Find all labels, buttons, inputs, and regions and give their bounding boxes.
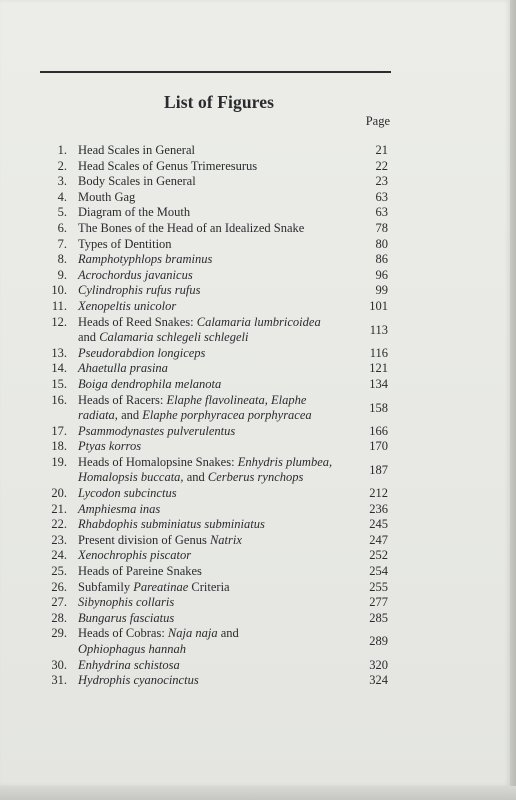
figure-number: 14. <box>51 361 67 376</box>
italic-text: Elaphe porphyracea porphyracea <box>142 408 312 423</box>
italic-text: Hydrophis cyanocinctus <box>78 673 199 688</box>
figure-title <box>78 361 168 377</box>
figure-number: 13. <box>51 345 67 360</box>
figure-entry <box>40 392 390 415</box>
figure-entry <box>40 159 390 175</box>
figure-title <box>78 533 242 549</box>
page-number: 99 <box>375 283 388 298</box>
figure-number: 27. <box>51 595 67 610</box>
figure-title <box>78 159 257 175</box>
page-edge-shadow <box>510 0 516 800</box>
italic-text: Ophiophagus hannah <box>78 642 186 656</box>
page-number: 116 <box>369 345 388 360</box>
figure-number: 24. <box>51 548 67 563</box>
text-run: Heads of Homalopsine Snakes: <box>78 454 238 469</box>
figure-number: 16. <box>51 392 67 407</box>
figure-title <box>78 548 191 564</box>
page-number: 80 <box>375 236 388 251</box>
italic-text: Calamaria lumbricoidea <box>196 314 321 329</box>
page-column-label: Page <box>365 114 390 128</box>
page-number: 285 <box>369 610 388 625</box>
page-number: 63 <box>375 205 388 220</box>
page-number: 289 <box>369 634 388 649</box>
page-number: 187 <box>369 462 388 477</box>
page-number: 255 <box>369 579 388 594</box>
italic-text: Cylindrophis rufus rufus <box>78 283 201 298</box>
figure-number: 15. <box>51 376 67 391</box>
figure-number: 1. <box>57 143 67 157</box>
italic-text: radiata, <box>78 408 118 423</box>
page-number: 96 <box>375 267 388 282</box>
text-run: Head Scales of Genus Trimeresurus <box>78 158 258 173</box>
italic-text: Xenochrophis piscator <box>78 548 192 563</box>
page-number: 212 <box>369 486 388 501</box>
figure-number: 31. <box>51 673 67 688</box>
figure-entry <box>40 502 390 518</box>
figure-entry <box>40 595 390 611</box>
figure-number: 29. <box>51 626 67 641</box>
figure-title <box>78 283 200 299</box>
figure-entry <box>40 564 390 580</box>
figure-entry <box>40 673 390 689</box>
page-number: 252 <box>369 548 388 563</box>
figure-entry <box>40 486 390 502</box>
text-run: Head Scales in General <box>78 143 195 157</box>
italic-text: Ahaetulla prasina <box>78 361 168 376</box>
italic-text: Cerberus rynchops <box>207 470 304 485</box>
figure-title <box>78 346 205 362</box>
figure-entry <box>40 580 390 596</box>
figure-entry <box>40 299 390 315</box>
figure-entry <box>40 517 390 533</box>
figure-entry-continuation <box>40 642 390 658</box>
italic-text: Xenopeltis unicolor <box>78 298 177 313</box>
text-run: Criteria <box>188 579 230 594</box>
text-run: and <box>183 470 208 485</box>
figure-number: 3. <box>57 174 67 189</box>
italic-text: Boiga dendrophila melanota <box>78 376 222 391</box>
figure-entry <box>40 143 390 159</box>
italic-text: Lycodon subcinctus <box>78 486 177 501</box>
figure-entry-continuation <box>40 330 390 346</box>
figure-title <box>78 673 199 689</box>
figure-title <box>78 252 212 268</box>
figure-entry <box>40 190 390 206</box>
figure-number: 4. <box>57 189 67 204</box>
page-number: 166 <box>369 423 388 438</box>
figure-number: 8. <box>57 252 67 267</box>
figure-title-continued <box>78 642 186 658</box>
figure-entry <box>40 439 390 455</box>
figure-title <box>78 393 306 409</box>
page-number: 277 <box>369 595 388 610</box>
figure-title <box>78 315 321 331</box>
text-run: and <box>117 408 143 423</box>
italic-text: Ptyas korros <box>78 439 142 454</box>
figure-title <box>78 486 177 502</box>
italic-text: Bungarus fasciatus <box>78 610 175 625</box>
figure-title-continued <box>78 408 312 424</box>
figure-number: 5. <box>57 205 67 220</box>
figure-entry <box>40 346 390 362</box>
figure-number: 9. <box>57 267 67 282</box>
italic-text: Natrix <box>209 532 242 547</box>
figure-number: 20. <box>51 486 67 501</box>
figure-title <box>78 564 202 580</box>
figure-number: 25. <box>51 564 67 579</box>
italic-text: Calamaria schlegeli schlegeli <box>99 330 249 345</box>
figure-entry-continuation <box>40 408 390 424</box>
italic-text: Naja naja <box>167 626 218 641</box>
page-bottom-shadow <box>0 786 516 800</box>
figure-title <box>78 439 141 455</box>
page-number: 121 <box>369 361 388 376</box>
page-number: 113 <box>369 322 388 337</box>
figure-entry <box>40 658 390 674</box>
page-number: 86 <box>375 252 388 267</box>
italic-text: Pareatinae <box>133 579 189 594</box>
figure-number: 6. <box>57 220 67 235</box>
figure-title <box>78 268 193 284</box>
figure-entry <box>40 548 390 564</box>
figure-title <box>78 611 174 627</box>
figure-title <box>78 517 265 533</box>
figure-number: 30. <box>51 657 67 672</box>
figure-entry <box>40 424 390 440</box>
italic-text: Psammodynastes pulverulentus <box>78 423 236 438</box>
figure-number: 26. <box>51 579 67 594</box>
figure-title <box>78 174 196 190</box>
figure-number: 23. <box>51 532 67 547</box>
text-run: Heads of Racers: <box>78 392 167 407</box>
figure-entry <box>40 314 390 337</box>
figure-list <box>40 143 390 689</box>
text-run: Diagram of the Mouth <box>78 205 191 220</box>
page-number: 170 <box>369 439 388 454</box>
page-number: 101 <box>369 298 388 313</box>
figure-title <box>78 580 230 596</box>
page-number: 22 <box>375 158 388 173</box>
page-number: 236 <box>369 501 388 516</box>
figure-number: 18. <box>51 439 67 454</box>
figure-entry <box>40 252 390 268</box>
page-number: 320 <box>369 657 388 672</box>
page-number: 158 <box>369 400 388 415</box>
text-run: Heads of Pareine Snakes <box>78 564 202 579</box>
text-run: Body Scales in General <box>78 174 196 189</box>
figure-number: 2. <box>57 158 67 173</box>
italic-text: Amphiesma inas <box>78 501 161 516</box>
text-run: Mouth Gag <box>78 189 136 204</box>
figure-number: 19. <box>51 454 67 469</box>
italic-text: Elaphe flavolineata, Elaphe <box>166 392 307 407</box>
italic-text: Rhabdophis subminiatus subminiatus <box>78 517 265 532</box>
figure-number: 21. <box>51 501 67 516</box>
italic-text: Ramphotyphlops braminus <box>78 252 213 267</box>
figure-title <box>78 190 135 206</box>
figure-number: 10. <box>51 283 67 298</box>
text-run: Subfamily <box>78 579 134 594</box>
italic-text: Acrochordus javanicus <box>78 267 193 282</box>
figure-title <box>78 424 235 440</box>
figure-title <box>78 626 239 642</box>
page-number: 134 <box>369 376 388 391</box>
figure-entry <box>40 377 390 393</box>
page-number: 254 <box>369 564 388 579</box>
text-run: and <box>78 330 100 345</box>
header-rule <box>40 71 391 73</box>
figure-title-continued <box>78 330 248 346</box>
text-run: Types of Dentition <box>78 236 172 251</box>
page-number: 324 <box>369 673 388 688</box>
figure-title <box>78 455 332 471</box>
figure-entry <box>40 221 390 237</box>
figure-entry <box>40 283 390 299</box>
italic-text: Enhydrina schistosa <box>78 657 180 672</box>
figure-title-continued <box>78 470 303 486</box>
figure-entry <box>40 174 390 190</box>
italic-text: Enhydris plumbea, <box>237 454 333 469</box>
figure-number: 11. <box>51 298 67 313</box>
figure-title <box>78 502 160 518</box>
figure-entry <box>40 237 390 253</box>
text-run: Heads of Cobras: <box>78 626 168 641</box>
page-title: List of Figures <box>163 92 275 112</box>
figure-entry <box>40 533 390 549</box>
italic-text: Pseudorabdion longiceps <box>78 345 206 360</box>
figure-title <box>78 377 221 393</box>
italic-text: Sibynophis collaris <box>78 595 175 610</box>
page-number: 63 <box>375 189 388 204</box>
figure-number: 17. <box>51 423 67 438</box>
figure-number: 22. <box>51 517 67 532</box>
figure-entry <box>40 611 390 627</box>
text-run: and <box>217 626 239 641</box>
figure-entry <box>40 361 390 377</box>
figure-title <box>78 221 304 237</box>
figure-number: 12. <box>51 314 67 329</box>
figure-entry <box>40 205 390 221</box>
page-number: 23 <box>375 174 388 189</box>
page-number: 78 <box>375 220 388 235</box>
text-run: The Bones of the Head of an Idealized Snake <box>78 220 305 235</box>
figure-entry <box>40 268 390 284</box>
text-run: Heads of Reed Snakes: <box>78 314 197 329</box>
figure-title <box>78 595 174 611</box>
figure-title <box>78 143 195 159</box>
figure-number: 7. <box>57 236 67 251</box>
page-number: 245 <box>369 517 388 532</box>
text-run: Present division of Genus <box>78 532 210 547</box>
figure-title <box>78 205 190 221</box>
italic-text: Homalopsis buccata, <box>78 470 184 485</box>
figure-number: 28. <box>51 610 67 625</box>
figure-entry <box>40 454 390 477</box>
page-number: 247 <box>369 532 388 547</box>
figure-entry-continuation <box>40 470 390 486</box>
figure-title <box>78 658 180 674</box>
page-number: 21 <box>375 143 388 157</box>
figure-title <box>78 299 176 315</box>
figure-title <box>78 237 172 253</box>
